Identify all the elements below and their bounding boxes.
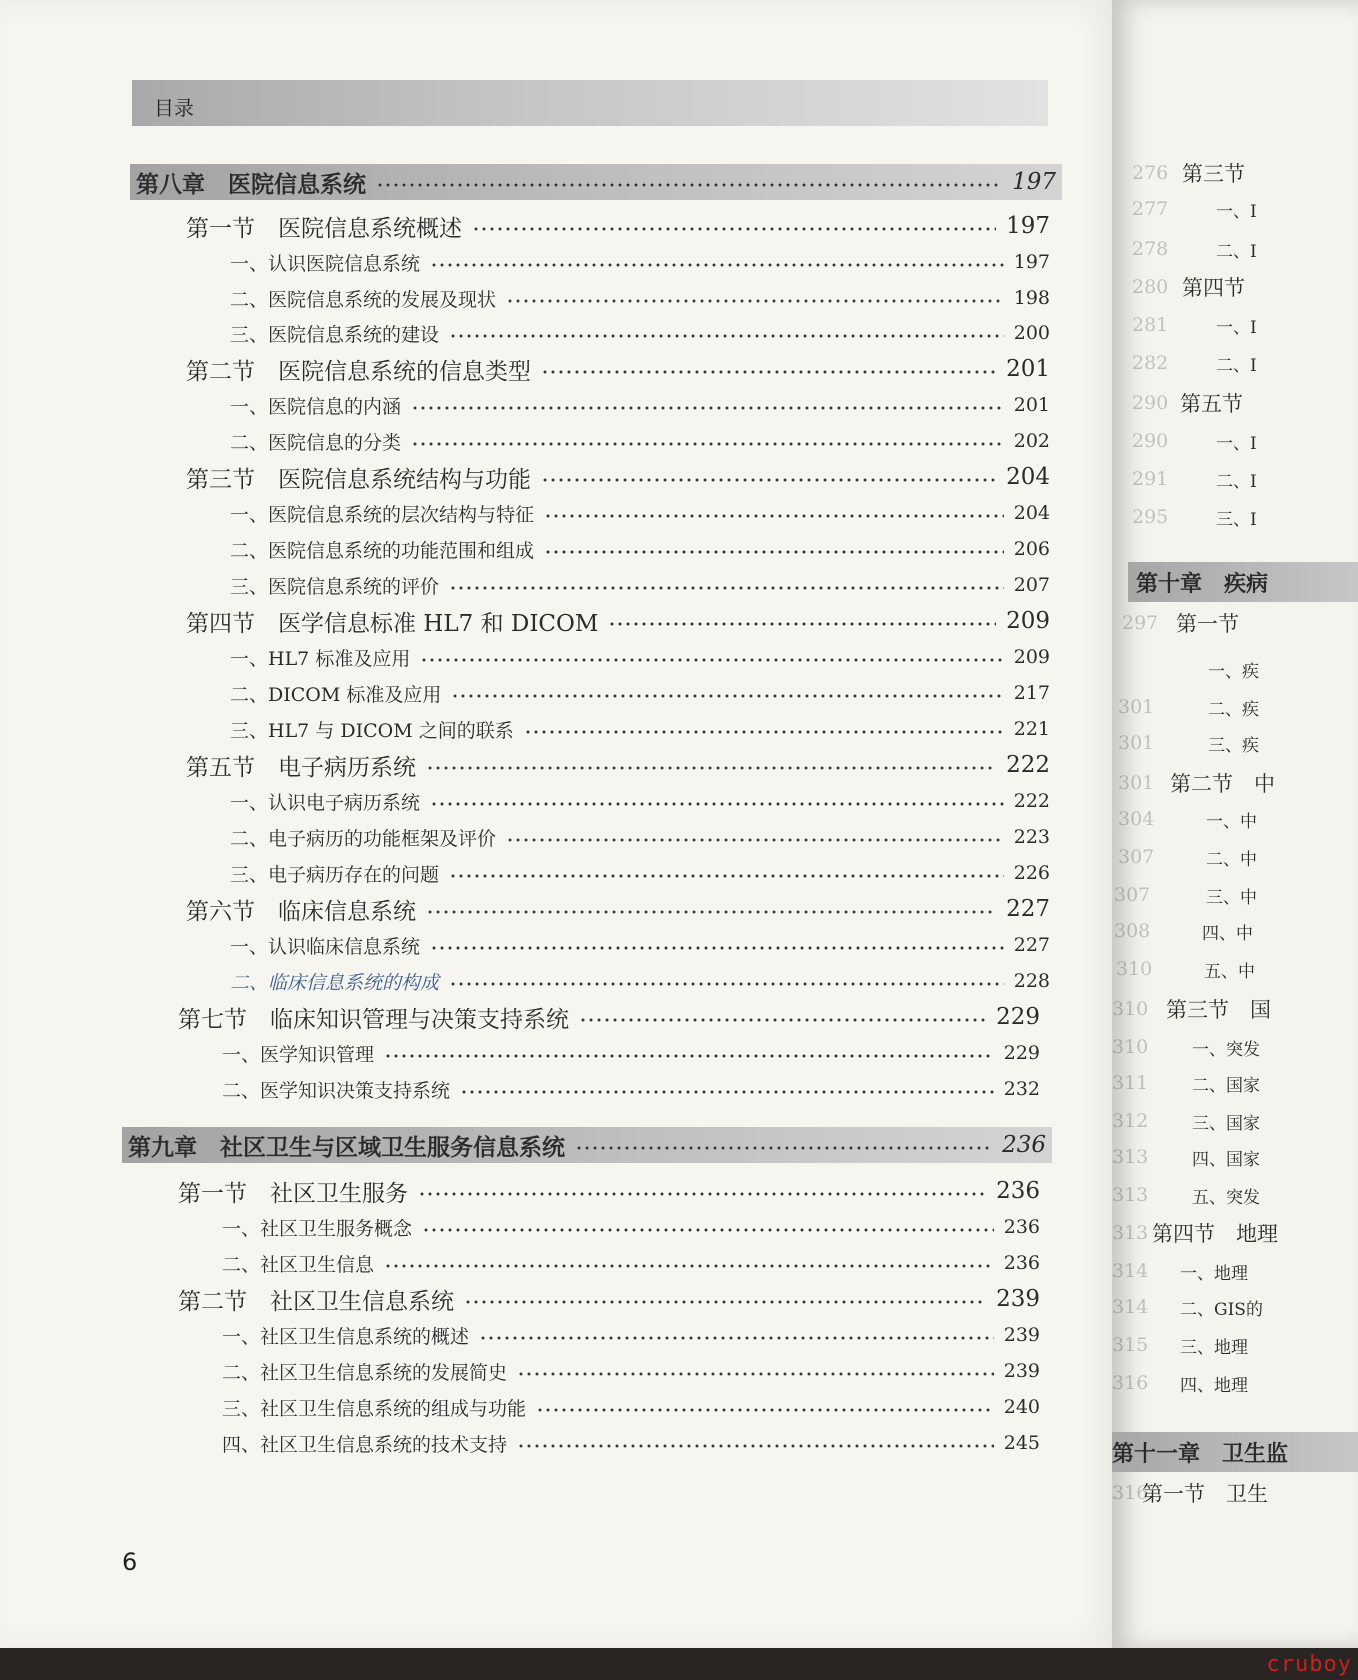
toc-page-number: 240	[1003, 1396, 1040, 1418]
toc-section	[186, 748, 1050, 782]
toc-item	[230, 281, 1050, 315]
right-page-entry: 二、中	[1206, 849, 1257, 870]
right-page-entry: 三、中	[1206, 887, 1257, 908]
right-page-row	[1112, 1290, 1358, 1324]
dot-leader	[420, 658, 1003, 662]
right-page-entry: 第四节	[1182, 276, 1245, 300]
toc-label: 一、社区卫生信息系统的概述	[222, 1325, 470, 1348]
right-page-entry: 一、I	[1216, 317, 1257, 338]
dot-leader	[544, 514, 1004, 518]
toc-page-number: 227	[1006, 896, 1050, 922]
right-page-row	[1112, 1328, 1358, 1362]
toc-label: 二、医院信息系统的功能范围和组成	[230, 539, 535, 562]
right-page-row	[1112, 652, 1358, 686]
right-page-entry: 三、国家	[1192, 1113, 1260, 1134]
toc-label: 第三节 医院信息系统结构与功能	[186, 466, 531, 493]
toc-page-number: 236	[1003, 1216, 1040, 1238]
toc-page-number: 245	[1003, 1432, 1040, 1454]
toc-item	[222, 1072, 1040, 1106]
toc-page-number: 229	[996, 1004, 1040, 1030]
right-page-number-faded: 277	[1132, 198, 1169, 220]
right-page-number-faded: 310	[1116, 958, 1153, 980]
right-page-row	[1112, 1216, 1358, 1250]
right-page-number-faded: 276	[1132, 162, 1169, 184]
right-page-entry: 一、突发	[1192, 1039, 1260, 1060]
toc-section	[178, 1000, 1040, 1034]
scanner-watermark: cruboy	[1266, 1652, 1352, 1677]
dot-leader	[418, 1192, 986, 1196]
right-page-entry: 四、地理	[1180, 1375, 1248, 1396]
right-page-entry: 第三节 国	[1166, 998, 1271, 1022]
dot-leader	[430, 946, 1004, 950]
right-page-entry: 一、中	[1206, 811, 1257, 832]
toc-item	[222, 1246, 1040, 1280]
header-band	[132, 80, 1048, 126]
toc-page-number: 222	[1006, 752, 1050, 778]
right-page-number-faded: 315	[1112, 1334, 1149, 1356]
toc-page-number: 197	[1006, 213, 1050, 239]
toc-item	[230, 388, 1050, 422]
toc-page-number: 206	[1013, 538, 1050, 560]
toc-item	[230, 820, 1050, 854]
dot-leader	[472, 227, 996, 231]
dot-leader	[430, 263, 1004, 267]
right-page-entry: 三、疾	[1208, 735, 1259, 756]
right-page-entry: 五、中	[1204, 961, 1255, 982]
right-page-row	[1112, 952, 1358, 986]
toc-item	[230, 640, 1050, 674]
right-page-number-faded: 314	[1112, 1260, 1149, 1282]
toc-item	[230, 532, 1050, 566]
toc-item	[230, 784, 1050, 818]
right-page-number-faded: 316	[1112, 1482, 1149, 1504]
right-page-number-faded: 295	[1132, 506, 1169, 528]
dot-leader	[449, 334, 1004, 338]
dot-leader	[449, 982, 1004, 986]
dot-leader	[426, 910, 996, 914]
right-page-entry: 第三节	[1182, 162, 1245, 186]
toc-label: 第五节 电子病历系统	[186, 754, 416, 781]
toc-section	[186, 460, 1050, 494]
right-page-number-faded: 313	[1112, 1146, 1149, 1168]
toc-page-number: 207	[1013, 574, 1050, 596]
right-page-row	[1112, 992, 1358, 1026]
toc-label: 第六节 临床信息系统	[186, 898, 416, 925]
toc-item	[222, 1210, 1040, 1244]
toc-section	[186, 892, 1050, 926]
toc-label: 二、DICOM 标准及应用	[230, 683, 442, 706]
scan-edge	[0, 1648, 1358, 1680]
right-page-number-faded: 312	[1112, 1110, 1149, 1132]
toc-section	[186, 352, 1050, 386]
dot-leader	[608, 622, 996, 626]
right-page-row	[1112, 1066, 1358, 1100]
right-page-entry: 一、I	[1216, 433, 1257, 454]
dot-leader	[541, 478, 996, 482]
dot-leader	[460, 1090, 994, 1094]
right-page-row	[1112, 1254, 1358, 1288]
right-page-row	[1112, 690, 1358, 724]
toc-item	[230, 928, 1050, 962]
toc-page-number: 236	[996, 1178, 1040, 1204]
dot-leader	[517, 1372, 994, 1376]
dot-leader	[449, 874, 1004, 878]
right-page-entry: 二、国家	[1192, 1075, 1260, 1096]
page-number: 6	[122, 1548, 138, 1576]
toc-chapter	[122, 1127, 1052, 1163]
right-page-entry: 第一节	[1176, 612, 1239, 636]
right-page-number-faded: 280	[1132, 276, 1169, 298]
toc-page-number: 217	[1013, 682, 1050, 704]
right-page-number-faded: 316	[1112, 1372, 1149, 1394]
right-page-entry: 三、地理	[1180, 1337, 1248, 1358]
right-page-row	[1112, 462, 1358, 496]
toc-label: 三、HL7 与 DICOM 之间的联系	[230, 719, 514, 742]
right-page-row	[1112, 1178, 1358, 1212]
right-page-number-faded: 304	[1118, 808, 1155, 830]
toc-page-number: 239	[996, 1286, 1040, 1312]
right-page-number-faded: 290	[1132, 392, 1169, 414]
right-page-row	[1112, 1140, 1358, 1174]
right-page-entry: 二、I	[1216, 241, 1257, 262]
toc-page-number: 236	[1002, 1132, 1046, 1158]
toc-label: 第二节 社区卫生信息系统	[178, 1288, 454, 1315]
right-page-entry: 二、I	[1216, 471, 1257, 492]
toc-label: 一、认识电子病历系统	[230, 791, 421, 814]
dot-leader	[384, 1264, 994, 1268]
toc-label: 三、社区卫生信息系统的组成与功能	[222, 1397, 527, 1420]
right-page-row	[1112, 802, 1358, 836]
dot-leader	[517, 1444, 994, 1448]
toc-page-number: 229	[1003, 1042, 1040, 1064]
dot-leader	[479, 1336, 994, 1340]
right-page-row	[1112, 308, 1358, 342]
toc-section	[186, 604, 1050, 638]
dot-leader	[451, 694, 1003, 698]
right-page-number-faded: 291	[1132, 468, 1169, 490]
dot-leader	[426, 766, 996, 770]
toc-chapter	[130, 164, 1062, 200]
right-page-row	[1112, 914, 1358, 948]
dot-leader	[536, 1408, 994, 1412]
right-page-chapter: 第十章 疾病	[1128, 562, 1358, 602]
right-page-entry: 五、突发	[1192, 1187, 1260, 1208]
right-page-number-faded: 310	[1112, 998, 1149, 1020]
dot-leader	[524, 730, 1004, 734]
right-page-entry: 四、中	[1202, 923, 1253, 944]
right-page-number-faded: 301	[1118, 696, 1155, 718]
right-page-row	[1112, 192, 1358, 226]
toc-page-number: 198	[1013, 287, 1050, 309]
toc-item	[222, 1390, 1040, 1424]
dot-leader	[411, 442, 1004, 446]
right-page-number-faded: 313	[1112, 1184, 1149, 1206]
toc-label: 二、医学知识决策支持系统	[222, 1079, 451, 1102]
dot-leader	[430, 802, 1004, 806]
toc-page-number: 204	[1013, 502, 1050, 524]
toc-label: 第七节 临床知识管理与决策支持系统	[178, 1006, 569, 1033]
toc-item	[230, 964, 1050, 998]
toc-page-number: 228	[1013, 970, 1050, 992]
right-page-number-faded: 307	[1114, 884, 1151, 906]
toc-page-number: 232	[1003, 1078, 1040, 1100]
toc-label: 二、社区卫生信息系统的发展简史	[222, 1361, 508, 1384]
dot-leader	[411, 406, 1004, 410]
right-page-row	[1112, 232, 1358, 266]
toc-label: 一、医院信息的内涵	[230, 395, 402, 418]
right-page-entry: 四、国家	[1192, 1149, 1260, 1170]
right-page-entry: 一、I	[1216, 201, 1257, 222]
right-page-row	[1112, 424, 1358, 458]
toc-item	[230, 856, 1050, 890]
right-page-entry: 一、疾	[1208, 661, 1259, 682]
toc-item	[222, 1354, 1040, 1388]
toc-page-number: 197	[1012, 169, 1056, 195]
toc-label: 第一节 医院信息系统概述	[186, 215, 462, 242]
toc-label: 一、认识医院信息系统	[230, 252, 421, 275]
toc-item	[230, 316, 1050, 350]
toc-label: 四、社区卫生信息系统的技术支持	[222, 1433, 508, 1456]
dot-leader	[384, 1054, 994, 1058]
toc-section	[186, 209, 1050, 243]
right-page-number-faded: 301	[1118, 772, 1155, 794]
dot-leader	[506, 838, 1004, 842]
toc-label: 二、电子病历的功能框架及评价	[230, 827, 497, 850]
right-page-number-faded: 313	[1112, 1222, 1149, 1244]
right-page-row	[1112, 726, 1358, 760]
dot-leader	[376, 183, 1002, 187]
right-page-entry: 第四节 地理	[1152, 1222, 1278, 1246]
toc-item	[230, 568, 1050, 602]
right-page-row	[1112, 386, 1358, 420]
toc-page-number: 209	[1006, 608, 1050, 634]
right-page-number-faded: 301	[1118, 732, 1155, 754]
toc-item	[230, 245, 1050, 279]
toc-item	[230, 676, 1050, 710]
toc-page-number: 239	[1003, 1324, 1040, 1346]
right-page-row	[1112, 270, 1358, 304]
toc-item	[222, 1426, 1040, 1460]
toc-item	[230, 712, 1050, 746]
dot-leader	[544, 550, 1004, 554]
toc-label: 三、医院信息系统的建设	[230, 323, 440, 346]
toc-label: 一、医学知识管理	[222, 1043, 375, 1066]
toc-item	[222, 1318, 1040, 1352]
toc-section	[178, 1282, 1040, 1316]
toc-label: 第九章 社区卫生与区域卫生服务信息系统	[128, 1133, 565, 1161]
toc-page-number: 227	[1013, 934, 1050, 956]
right-page-row	[1112, 840, 1358, 874]
dot-leader	[449, 586, 1004, 590]
header-label: 目录	[154, 96, 194, 120]
toc-page-number: 223	[1013, 826, 1050, 848]
toc-label: 二、医院信息的分类	[230, 431, 402, 454]
right-page-entry: 第一节 卫生	[1142, 1482, 1268, 1506]
right-page-chapter: 第十一章 卫生监	[1112, 1432, 1358, 1472]
right-page-entry: 二、GIS的	[1180, 1299, 1263, 1320]
toc-section	[178, 1174, 1040, 1208]
toc-label: 二、临床信息系统的构成	[230, 971, 440, 994]
toc-page-number: 201	[1006, 356, 1050, 382]
right-page-number-faded: 310	[1112, 1036, 1149, 1058]
right-page-row	[1112, 1366, 1358, 1400]
right-page-entry: 三、I	[1216, 509, 1257, 530]
dot-leader	[579, 1018, 986, 1022]
toc-label: 二、医院信息系统的发展及现状	[230, 288, 497, 311]
toc-page-number: 197	[1013, 251, 1050, 273]
right-page-row	[1112, 346, 1358, 380]
toc-label: 一、认识临床信息系统	[230, 935, 421, 958]
right-page-number-faded: 311	[1112, 1072, 1149, 1094]
right-page-number-faded: 282	[1132, 352, 1169, 374]
toc-label: 第八章 医院信息系统	[136, 170, 366, 198]
toc-page-number: 201	[1013, 394, 1050, 416]
toc-page-number: 239	[1003, 1360, 1040, 1382]
toc-item	[230, 424, 1050, 458]
right-page-row	[1112, 1030, 1358, 1064]
right-page-entry: 第二节 中	[1170, 772, 1275, 796]
toc-page-number: 221	[1013, 718, 1050, 740]
toc-page-number: 209	[1013, 646, 1050, 668]
toc-page-number: 200	[1013, 322, 1050, 344]
toc-page-number: 222	[1013, 790, 1050, 812]
toc-label: 第一节 社区卫生服务	[178, 1180, 408, 1207]
right-page-number-faded: 314	[1112, 1296, 1149, 1318]
right-page-row	[1112, 1104, 1358, 1138]
toc-label: 一、社区卫生服务概念	[222, 1217, 413, 1240]
right-page-entry: 第五节	[1180, 392, 1243, 416]
right-page-entry: 二、I	[1216, 355, 1257, 376]
toc-label: 一、HL7 标准及应用	[230, 647, 411, 670]
right-page-number-faded: 297	[1122, 612, 1159, 634]
toc-page-number: 226	[1013, 862, 1050, 884]
right-page-number-faded: 290	[1132, 430, 1169, 452]
right-page-row	[1112, 606, 1358, 640]
dot-leader	[541, 370, 996, 374]
right-page-row	[1112, 878, 1358, 912]
right-page-number-faded: 278	[1132, 238, 1169, 260]
toc-item	[230, 496, 1050, 530]
dot-leader	[464, 1300, 986, 1304]
toc-label: 一、医院信息系统的层次结构与特征	[230, 503, 535, 526]
right-page-number-faded: 308	[1114, 920, 1151, 942]
right-page-entry: 一、地理	[1180, 1263, 1248, 1284]
right-page	[1112, 0, 1358, 1648]
toc-label: 第二节 医院信息系统的信息类型	[186, 358, 531, 385]
right-page-row	[1112, 156, 1358, 190]
toc-label: 三、医院信息系统的评价	[230, 575, 440, 598]
toc-page-number: 204	[1006, 464, 1050, 490]
right-page-row	[1112, 500, 1358, 534]
toc-item	[222, 1036, 1040, 1070]
dot-leader	[506, 299, 1004, 303]
dot-leader	[575, 1146, 992, 1150]
toc-page-number: 236	[1003, 1252, 1040, 1274]
toc-label: 二、社区卫生信息	[222, 1253, 375, 1276]
right-page-number-faded: 307	[1118, 846, 1155, 868]
right-page-entry: 二、疾	[1208, 699, 1259, 720]
right-page-row	[1112, 1476, 1358, 1510]
right-page-row	[1112, 766, 1358, 800]
toc-label: 三、电子病历存在的问题	[230, 863, 440, 886]
right-page-number-faded: 281	[1132, 314, 1169, 336]
dot-leader	[422, 1228, 994, 1232]
toc-page-number: 202	[1013, 430, 1050, 452]
toc-label: 第四节 医学信息标准 HL7 和 DICOM	[186, 610, 599, 637]
